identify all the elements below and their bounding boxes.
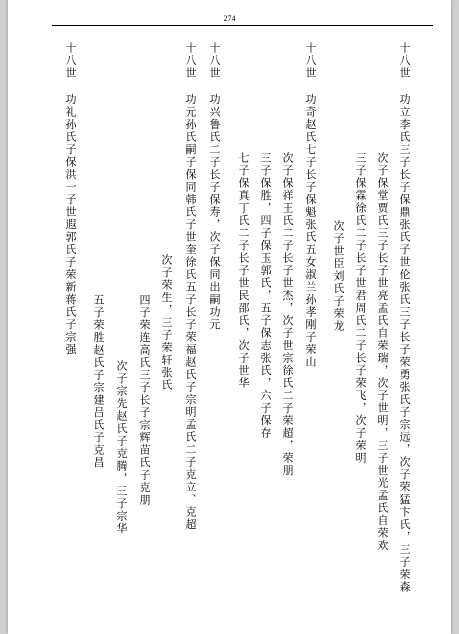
- generation-label: 十八世: [184, 42, 197, 80]
- entry-text: 次子宗先赵氏子克腾，三子宗华: [115, 360, 128, 535]
- genealogy-line: [332, 220, 344, 333]
- entry-text: 次子荣生，三子荣轩张氏: [160, 254, 173, 392]
- generation-label: 十八世: [398, 42, 411, 80]
- genealogy-line: [115, 360, 127, 535]
- entry-text: 次子保祥王氏二子长子世杰，次子世宗徐氏二子荣超，荣朋: [281, 152, 294, 477]
- genealogy-line: [354, 152, 366, 465]
- genealogy-line: [376, 152, 388, 552]
- generation-label: 十八世: [208, 42, 221, 80]
- genealogy-entry-gongli: [398, 42, 410, 594]
- entry-text: 五子荣胜赵氏子宗建吕氏子克昌: [92, 294, 105, 469]
- genealogy-line: [160, 254, 172, 392]
- genealogy-entry-gongxing: [208, 42, 220, 331]
- entry-text: 三子保霖徐氏二子长子世君周氏二子长子荣飞，次子荣明: [354, 152, 367, 465]
- entry-text: 功礼孙氏子保洪一子世遐郭氏子荣新蒋氏子宗强: [64, 93, 77, 356]
- entry-text: 功兴鲁氏二子长子保寿，次子保同出嗣功元: [208, 93, 221, 331]
- genealogy-line: [92, 294, 104, 469]
- generation-label: 十八世: [64, 42, 77, 80]
- genealogy-entry-gongyuan: [184, 42, 196, 531]
- entry-text: 功立李氏三子长子保鼎张氏子世伦张氏三子长子荣勇张氏子宗远，次子荣猛卞氏，三子荣森: [398, 93, 411, 594]
- genealogy-line: [259, 152, 271, 440]
- generation-label: 十八世: [304, 42, 317, 80]
- page-number: 274: [223, 14, 236, 23]
- entry-text: 七子保真丁氏二子长子世民邵氏，次子世华: [237, 152, 250, 390]
- header-rule: [52, 25, 433, 26]
- genealogy-line: [237, 152, 249, 390]
- entry-text: 次子保堂贾氏三子长子世亮孟氏自荣瑞，次子世明，三子世光孟氏自荣欢: [376, 152, 389, 552]
- book-page: [8, 0, 451, 634]
- entry-text: 四子荣连高氏三子长子宗辉苗氏子克朋: [138, 294, 151, 507]
- entry-text: 功元孙氏嗣子保同韩氏子世奎徐氏五子长子荣福赵氏子宗明孟氏二子克立、克超: [184, 93, 197, 531]
- genealogy-line: [281, 152, 293, 477]
- entry-text: 次子世臣刘氏子荣龙: [332, 220, 345, 333]
- genealogy-entry-gongli-2: [64, 42, 76, 356]
- genealogy-line: [138, 294, 150, 507]
- genealogy-entry-gongqi: [304, 42, 316, 369]
- entry-text: 三子保胜，四子保玉郭氏，五子保志张氏，六子保存: [259, 152, 272, 440]
- entry-text: 功奇赵氏七子长子保魁张氏五女淑兰孙孝刚子荣山: [304, 93, 317, 369]
